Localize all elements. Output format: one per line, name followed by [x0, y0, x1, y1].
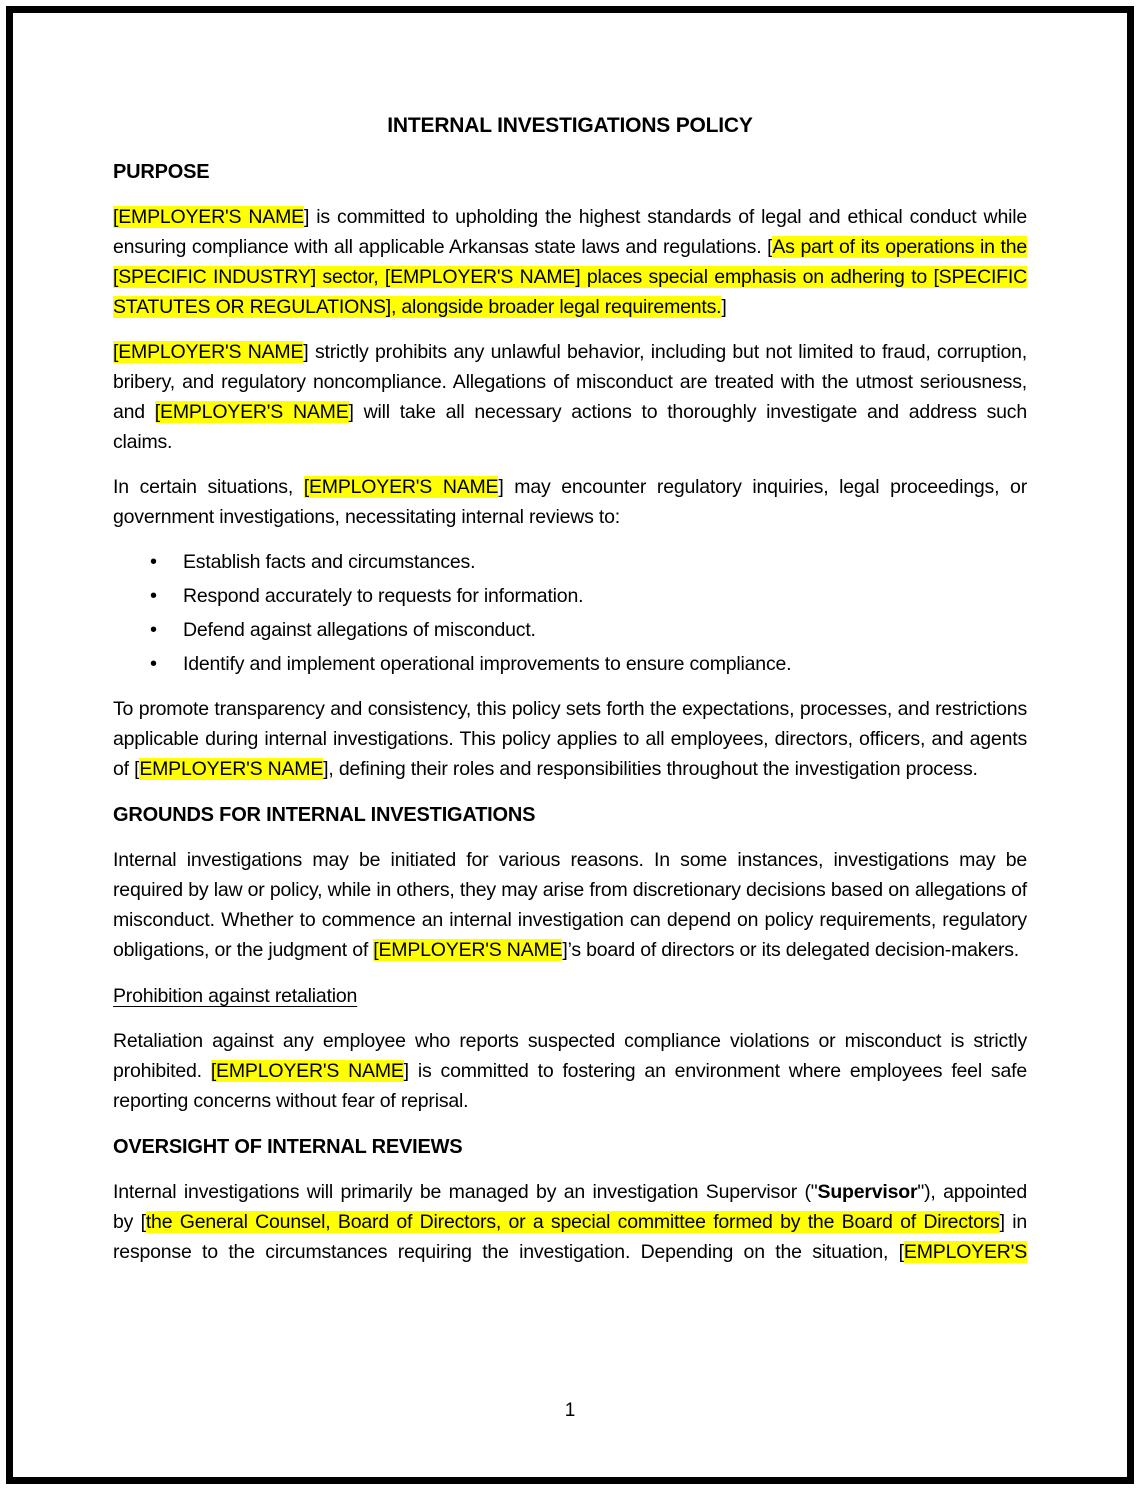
- highlighted-placeholder: [EMPLOYER'S NAME: [303, 476, 499, 498]
- list-item: • Respond accurately to requests for information.: [183, 581, 1027, 611]
- list-item: • Identify and implement operational improvements to ensure compliance.: [183, 649, 1027, 679]
- section-heading: GROUNDS FOR INTERNAL INVESTIGATIONS: [113, 804, 536, 826]
- text-run: ] in response to the circumstances requiring the investigation. Depending on the situation, [: [113, 1211, 1028, 1263]
- text-run: ] is committed to upholding the highest standards of legal and ethical conduct while ensuring compliance with all applicable Arkansas state laws and regulations. [: [113, 206, 1027, 258]
- text-run: Internal investigations will primarily be managed by an investigation Supervisor (": [113, 1181, 818, 1203]
- text-run: Internal investigations may be initiated for various reasons. In some instances, investigations may be required by law or policy, while in others, they may arise from discretionary decisions based on allegations of misconduct. Whether to commence an internal investigation can depend on policy requirements, regulatory obligations, or the judgment of: [113, 849, 1027, 961]
- page-content: [113, 13, 1027, 1477]
- section-heading: OVERSIGHT OF INTERNAL REVIEWS: [113, 1136, 463, 1158]
- paragraph: [113, 472, 1027, 532]
- paragraph: [113, 1026, 1027, 1116]
- highlighted-placeholder: [EMPLOYER'S NAME: [113, 206, 304, 228]
- paragraph: [113, 337, 1027, 457]
- highlighted-placeholder: [EMPLOYER'S NAME: [373, 939, 563, 961]
- document-body: [113, 157, 1027, 1267]
- section-heading: PURPOSE: [113, 161, 210, 183]
- text-run: ]: [721, 296, 727, 318]
- text-run: Supervisor: [817, 1181, 918, 1203]
- paragraph: [113, 202, 1027, 322]
- section-subheading: Prohibition against retaliation: [113, 985, 358, 1007]
- highlighted-placeholder: [EMPLOYER'S NAME: [210, 1060, 404, 1082]
- highlighted-placeholder: EMPLOYER'S: [903, 1241, 1027, 1263]
- highlighted-placeholder: the General Counsel, Board of Directors, or a special committee formed by the Board of Directors: [145, 1211, 1000, 1233]
- text-run: "), appointed by [: [113, 1181, 1027, 1233]
- text-run: ] will take all necessary actions to thoroughly investigate and address such claims.: [113, 401, 1027, 453]
- paragraph: [113, 1177, 1027, 1267]
- text-run: ] is committed to fostering an environment where employees feel safe reporting concerns without fear of reprisal.: [113, 1060, 1027, 1112]
- paragraph: [113, 694, 1027, 784]
- text-run: In certain situations,: [113, 476, 304, 498]
- page-border: [6, 6, 1134, 1484]
- page-number: 1: [564, 1400, 576, 1421]
- paragraph: [113, 845, 1027, 965]
- highlighted-placeholder: EMPLOYER'S NAME: [139, 758, 324, 780]
- text-run: ] may encounter regulatory inquiries, legal proceedings, or government investigations, necessitating internal reviews to:: [113, 476, 1027, 528]
- highlighted-placeholder: As part of its operations in the [SPECIFIC INDUSTRY] sector, [EMPLOYER'S NAME] places special emphasis on adhering to [SPECIFIC STATUTES OR REGULATIONS], alongside broader legal requirements.: [113, 236, 1028, 318]
- highlighted-placeholder: [EMPLOYER'S NAME: [113, 341, 304, 363]
- text-run: Retaliation against any employee who reports suspected compliance violations or misconduct is strictly prohibited.: [113, 1030, 1027, 1082]
- list-item: • Defend against allegations of misconduct.: [183, 615, 1027, 645]
- list-item: • Establish facts and circumstances.: [183, 547, 1027, 577]
- text-run: ] strictly prohibits any unlawful behavior, including but not limited to fraud, corruption, bribery, and regulatory noncompliance. Allegations of misconduct are treated with the utmost seriousness, and: [113, 341, 1027, 423]
- text-run: ]’s board of directors or its delegated decision-makers.: [562, 939, 1020, 961]
- document-title: INTERNAL INVESTIGATIONS POLICY: [387, 114, 753, 137]
- text-run: To promote transparency and consistency, this policy sets forth the expectations, processes, and restrictions applicable during internal investigations. This policy applies to all employees, directors, officers, and agents of [: [113, 698, 1027, 780]
- highlighted-placeholder: [EMPLOYER'S NAME: [154, 401, 349, 423]
- bullet-list: [113, 547, 1027, 679]
- text-run: ], defining their roles and responsibilities throughout the investigation process.: [323, 758, 978, 780]
